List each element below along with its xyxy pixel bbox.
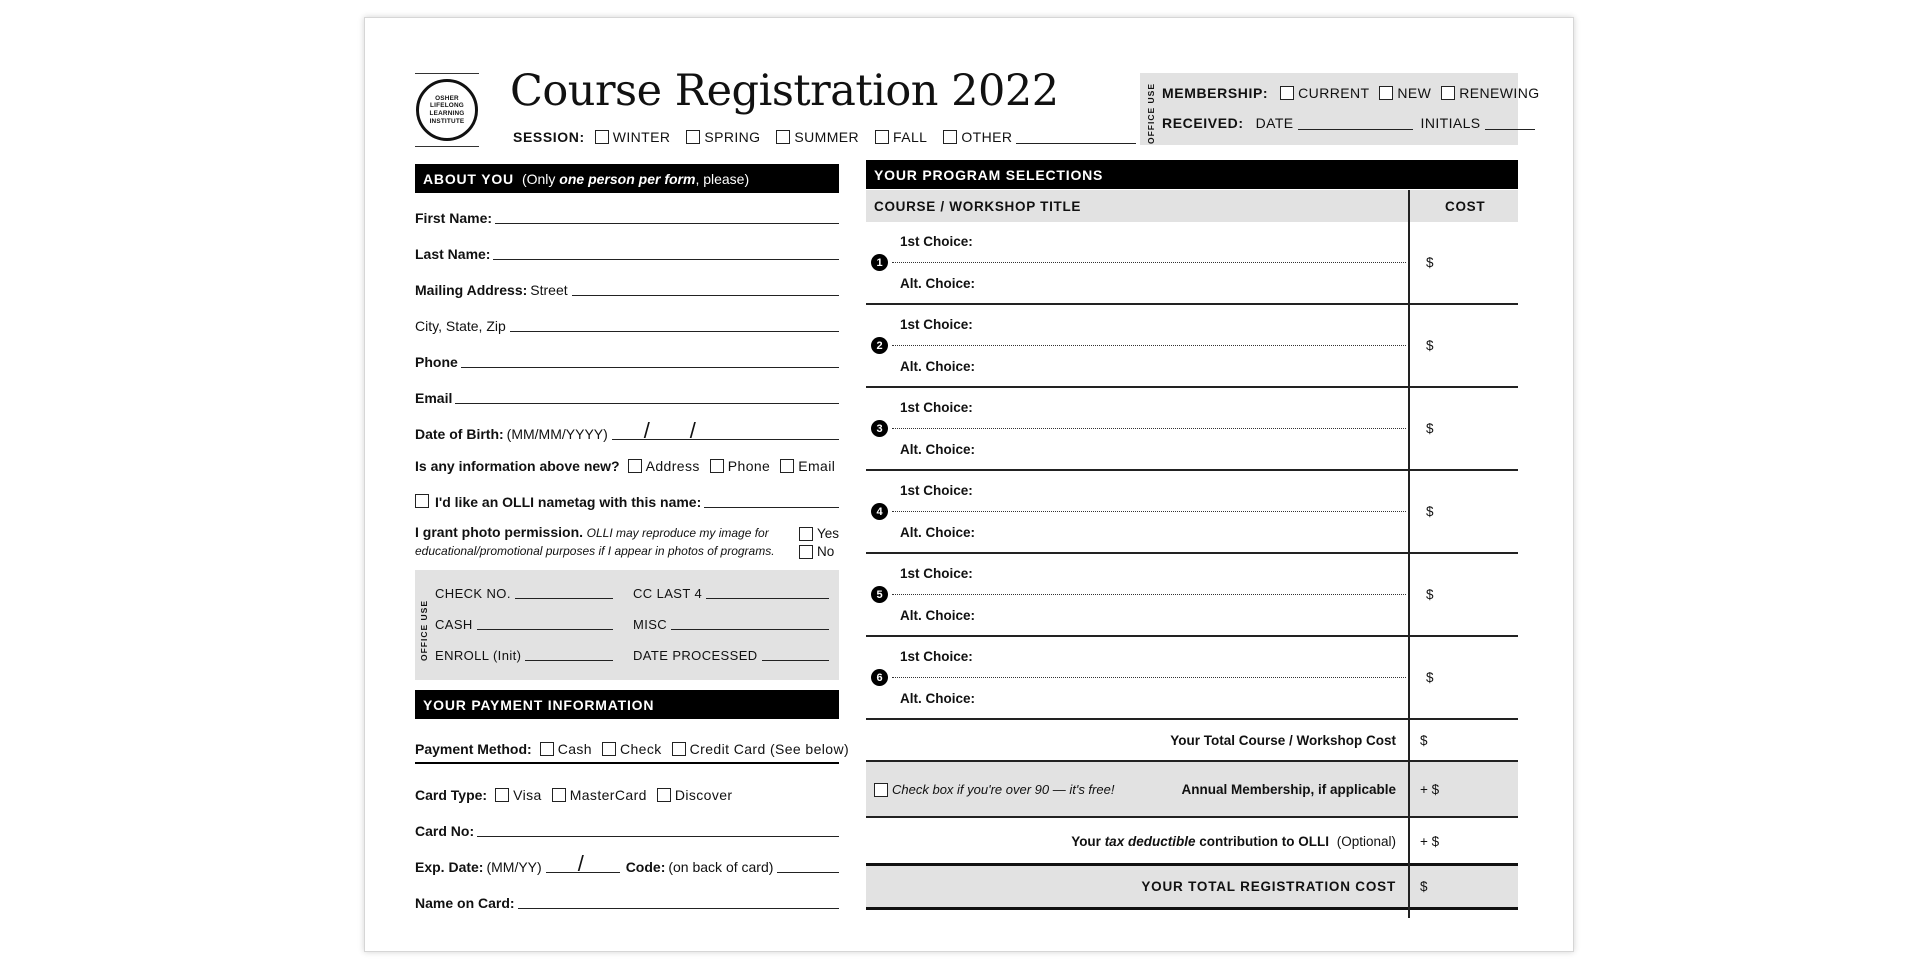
course-number: 4 bbox=[871, 503, 888, 520]
code-label: Code: bbox=[625, 859, 666, 875]
course-number: 1 bbox=[871, 254, 888, 271]
course-cost[interactable]: $ bbox=[1426, 504, 1434, 519]
session-fall-checkbox[interactable] bbox=[875, 130, 889, 144]
registration-form bbox=[364, 17, 1574, 952]
olli-logo bbox=[415, 73, 479, 147]
code-field[interactable] bbox=[777, 859, 839, 873]
alt-choice-label: Alt. Choice: bbox=[900, 359, 976, 374]
alt-choice-label: Alt. Choice: bbox=[900, 608, 976, 623]
grand-total-row bbox=[866, 866, 1518, 910]
about-note-em: one person per form bbox=[559, 170, 696, 187]
received-date-field[interactable] bbox=[1298, 116, 1413, 130]
misc-label: MISC bbox=[633, 617, 668, 632]
last-name-row bbox=[415, 242, 839, 262]
nametag-field[interactable] bbox=[704, 494, 839, 508]
course-cost[interactable]: $ bbox=[1426, 670, 1434, 685]
initials-label: INITIALS bbox=[1420, 115, 1481, 131]
contribution-value[interactable]: + $ bbox=[1420, 834, 1440, 849]
pay-check-checkbox[interactable] bbox=[602, 742, 616, 756]
card-no-field[interactable] bbox=[477, 823, 839, 837]
name-on-card-field[interactable] bbox=[518, 895, 839, 909]
over-90-note: Check box if you're over 90 — it's free! bbox=[892, 782, 1115, 797]
card-mastercard-checkbox[interactable] bbox=[552, 788, 566, 802]
new-email-checkbox[interactable] bbox=[780, 459, 794, 473]
first-choice-label: 1st Choice: bbox=[900, 317, 973, 332]
membership-new-checkbox[interactable] bbox=[1379, 86, 1393, 100]
session-row bbox=[513, 129, 1136, 145]
session-spring-checkbox[interactable] bbox=[686, 130, 700, 144]
cash-label: CASH bbox=[435, 617, 473, 632]
new-info-question: Is any information above new? bbox=[415, 458, 620, 474]
payment-method-row bbox=[415, 737, 850, 757]
last-name-label: Last Name: bbox=[415, 246, 491, 262]
logo-line: LEARNING bbox=[429, 110, 465, 117]
new-phone-checkbox[interactable] bbox=[710, 459, 724, 473]
city-state-zip-field[interactable] bbox=[510, 318, 839, 332]
alt-choice-label: Alt. Choice: bbox=[900, 442, 976, 457]
pay-cash-checkbox[interactable] bbox=[540, 742, 554, 756]
new-info-option: Email bbox=[798, 458, 836, 474]
card-type-option: MasterCard bbox=[569, 787, 647, 803]
course-cost[interactable]: $ bbox=[1426, 338, 1434, 353]
exp-date-label: Exp. Date: bbox=[415, 859, 484, 875]
program-heading: YOUR PROGRAM SELECTIONS bbox=[874, 166, 1104, 183]
logo-line: LIFELONG bbox=[430, 102, 464, 110]
photo-yes-checkbox[interactable] bbox=[799, 527, 813, 541]
course-row bbox=[866, 305, 1518, 388]
contrib-mid: contribution to OLLI bbox=[1195, 834, 1329, 849]
card-discover-checkbox[interactable] bbox=[657, 788, 671, 802]
first-choice-field[interactable] bbox=[892, 345, 1406, 346]
exp-date-format: (MM/YY) bbox=[486, 859, 542, 875]
initials-field[interactable] bbox=[1485, 116, 1535, 130]
session-winter-checkbox[interactable] bbox=[595, 130, 609, 144]
first-choice-label: 1st Choice: bbox=[900, 566, 973, 581]
email-label: Email bbox=[415, 390, 453, 406]
alt-choice-label: Alt. Choice: bbox=[900, 276, 976, 291]
first-name-row bbox=[415, 206, 839, 226]
phone-row bbox=[415, 350, 839, 370]
check-no-label: CHECK NO. bbox=[435, 586, 511, 601]
payment-method-option: Check bbox=[619, 741, 662, 757]
first-choice-label: 1st Choice: bbox=[900, 400, 973, 415]
phone-field[interactable] bbox=[461, 354, 839, 368]
nametag-row bbox=[415, 490, 839, 510]
name-on-card-label: Name on Card: bbox=[415, 895, 515, 911]
payment-method-label: Payment Method: bbox=[415, 741, 532, 757]
cc-last4-label: CC LAST 4 bbox=[633, 586, 703, 601]
total-course-label: Your Total Course / Workshop Cost bbox=[1170, 733, 1396, 748]
photo-no-checkbox[interactable] bbox=[799, 545, 813, 559]
session-other-checkbox[interactable] bbox=[943, 130, 957, 144]
session-option: FALL bbox=[893, 129, 928, 145]
enroll-label: ENROLL (Init) bbox=[435, 648, 522, 663]
total-course-row bbox=[866, 720, 1518, 762]
course-number: 5 bbox=[871, 586, 888, 603]
check-no-field[interactable] bbox=[515, 586, 613, 599]
received-label: RECEIVED: bbox=[1162, 115, 1244, 131]
photo-note-line2: educational/promotional purposes if I appear in photos of programs. bbox=[415, 544, 775, 558]
program-header bbox=[866, 160, 1518, 189]
course-cost[interactable]: $ bbox=[1426, 421, 1434, 436]
nametag-checkbox[interactable] bbox=[415, 494, 429, 508]
dob-row bbox=[415, 418, 839, 443]
email-field[interactable] bbox=[455, 390, 839, 404]
payment-method-option: Credit Card (See below) bbox=[689, 741, 850, 757]
course-row bbox=[866, 554, 1518, 637]
street-field[interactable] bbox=[572, 282, 839, 296]
first-choice-label: 1st Choice: bbox=[900, 483, 973, 498]
membership-current-checkbox[interactable] bbox=[1280, 86, 1294, 100]
payment-divider bbox=[415, 762, 839, 764]
membership-option: NEW bbox=[1397, 85, 1432, 101]
last-name-field[interactable] bbox=[493, 246, 839, 260]
card-type-option: Visa bbox=[513, 787, 542, 803]
received-date-label: DATE bbox=[1255, 115, 1294, 131]
new-info-option: Address bbox=[645, 458, 700, 474]
first-choice-field[interactable] bbox=[892, 594, 1406, 595]
office-use-left bbox=[415, 570, 839, 680]
payment-method-option: Cash bbox=[557, 741, 592, 757]
session-option: SUMMER bbox=[794, 129, 860, 145]
session-option: SPRING bbox=[704, 129, 761, 145]
page-title: Course Registration 2022 bbox=[510, 66, 1059, 116]
card-visa-checkbox[interactable] bbox=[495, 788, 509, 802]
membership-fee-label: Annual Membership, if applicable bbox=[1181, 782, 1396, 797]
session-option: WINTER bbox=[612, 129, 671, 145]
cc-last4-field[interactable] bbox=[706, 586, 829, 599]
course-number: 6 bbox=[871, 669, 888, 686]
session-option: OTHER bbox=[961, 129, 1013, 145]
dob-format: (MM/MM/YYYY) bbox=[506, 426, 608, 442]
name-on-card-row bbox=[415, 891, 839, 911]
first-choice-field[interactable] bbox=[892, 677, 1406, 678]
alt-choice-label: Alt. Choice: bbox=[900, 525, 976, 540]
new-address-checkbox[interactable] bbox=[628, 459, 642, 473]
dob-slash: / bbox=[643, 418, 650, 443]
card-no-row bbox=[415, 819, 839, 839]
card-type-label: Card Type: bbox=[415, 787, 488, 803]
cash-field[interactable] bbox=[477, 617, 613, 630]
first-choice-field[interactable] bbox=[892, 511, 1406, 512]
first-name-label: First Name: bbox=[415, 210, 493, 226]
photo-label: I grant photo permission. bbox=[415, 524, 584, 540]
phone-label: Phone bbox=[415, 354, 458, 370]
contribution-row bbox=[866, 818, 1518, 866]
dob-slash: / bbox=[689, 418, 696, 443]
new-info-option: Phone bbox=[727, 458, 771, 474]
dob-label: Date of Birth: bbox=[415, 426, 504, 442]
date-processed-label: DATE PROCESSED bbox=[633, 648, 758, 663]
col-cost-header: COST bbox=[1445, 199, 1486, 214]
course-row bbox=[866, 388, 1518, 471]
session-label: SESSION: bbox=[513, 129, 585, 145]
about-heading: ABOUT YOU bbox=[423, 170, 514, 187]
membership-renewing-checkbox[interactable] bbox=[1441, 86, 1455, 100]
photo-yes-label: Yes bbox=[817, 526, 840, 541]
exp-date-field[interactable] bbox=[546, 851, 620, 876]
membership-fee-value[interactable]: + $ bbox=[1420, 782, 1440, 797]
about-note-pre: (Only bbox=[521, 170, 560, 187]
misc-field[interactable] bbox=[671, 617, 829, 630]
first-choice-label: 1st Choice: bbox=[900, 649, 973, 664]
code-note: (on back of card) bbox=[668, 859, 774, 875]
street-label: Street bbox=[530, 282, 568, 298]
course-number: 2 bbox=[871, 337, 888, 354]
about-note-post: , please) bbox=[695, 170, 750, 187]
course-row bbox=[866, 222, 1518, 305]
total-course-value[interactable]: $ bbox=[1420, 733, 1428, 748]
contrib-pre: Your bbox=[1071, 834, 1105, 849]
program-column-header bbox=[866, 190, 1518, 222]
office-use-top bbox=[1140, 73, 1540, 145]
membership-label: MEMBERSHIP: bbox=[1162, 85, 1269, 101]
grand-total-label: YOUR TOTAL REGISTRATION COST bbox=[1141, 879, 1396, 894]
mailing-address-label: Mailing Address: bbox=[415, 282, 528, 298]
exp-date-row bbox=[415, 851, 839, 876]
email-row bbox=[415, 386, 839, 406]
city-state-zip-label: City, State, Zip bbox=[415, 318, 506, 334]
contrib-em: tax deductible bbox=[1104, 834, 1196, 849]
photo-note-line1: OLLI may reproduce my image for bbox=[586, 526, 769, 540]
payment-header bbox=[415, 690, 839, 719]
membership-option: CURRENT bbox=[1298, 85, 1370, 101]
course-cost[interactable]: $ bbox=[1426, 255, 1434, 270]
card-type-row bbox=[415, 783, 839, 803]
photo-permission bbox=[415, 523, 839, 561]
col-title-header: COURSE / WORKSHOP TITLE bbox=[874, 199, 1082, 214]
enroll-field[interactable] bbox=[525, 648, 613, 661]
course-row bbox=[866, 637, 1518, 720]
pay-credit-card-checkbox[interactable] bbox=[672, 742, 686, 756]
mailing-address-row bbox=[415, 278, 839, 298]
session-summer-checkbox[interactable] bbox=[776, 130, 790, 144]
session-other-field[interactable] bbox=[1016, 130, 1136, 144]
nametag-label: I'd like an OLLI nametag with this name: bbox=[435, 494, 702, 510]
card-type-option: Discover bbox=[674, 787, 733, 803]
membership-option: RENEWING bbox=[1459, 85, 1540, 101]
membership-row bbox=[866, 762, 1518, 818]
card-no-label: Card No: bbox=[415, 823, 475, 839]
first-name-field[interactable] bbox=[495, 210, 839, 224]
course-cost[interactable]: $ bbox=[1426, 587, 1434, 602]
city-state-zip-row bbox=[415, 314, 839, 334]
course-number: 3 bbox=[871, 420, 888, 437]
logo-line: INSTITUTE bbox=[429, 117, 465, 125]
office-use-tag: OFFICE USE bbox=[419, 600, 429, 662]
dob-field[interactable] bbox=[612, 418, 839, 443]
about-you-header bbox=[415, 164, 839, 193]
payment-heading: YOUR PAYMENT INFORMATION bbox=[423, 696, 655, 713]
over-90-checkbox[interactable] bbox=[874, 783, 888, 797]
new-info-row bbox=[415, 454, 839, 474]
grand-total-value[interactable]: $ bbox=[1420, 879, 1428, 894]
first-choice-field[interactable] bbox=[892, 262, 1406, 263]
course-row bbox=[866, 471, 1518, 554]
date-processed-field[interactable] bbox=[762, 648, 829, 661]
first-choice-label: 1st Choice: bbox=[900, 234, 973, 249]
logo-line: OSHER bbox=[435, 94, 459, 102]
contrib-optional: (Optional) bbox=[1336, 834, 1396, 849]
first-choice-field[interactable] bbox=[892, 428, 1406, 429]
cost-column-divider bbox=[1408, 190, 1410, 918]
alt-choice-label: Alt. Choice: bbox=[900, 691, 976, 706]
office-use-tag: OFFICE USE bbox=[1146, 83, 1156, 145]
exp-slash: / bbox=[577, 851, 584, 876]
photo-no-label: No bbox=[817, 544, 835, 559]
